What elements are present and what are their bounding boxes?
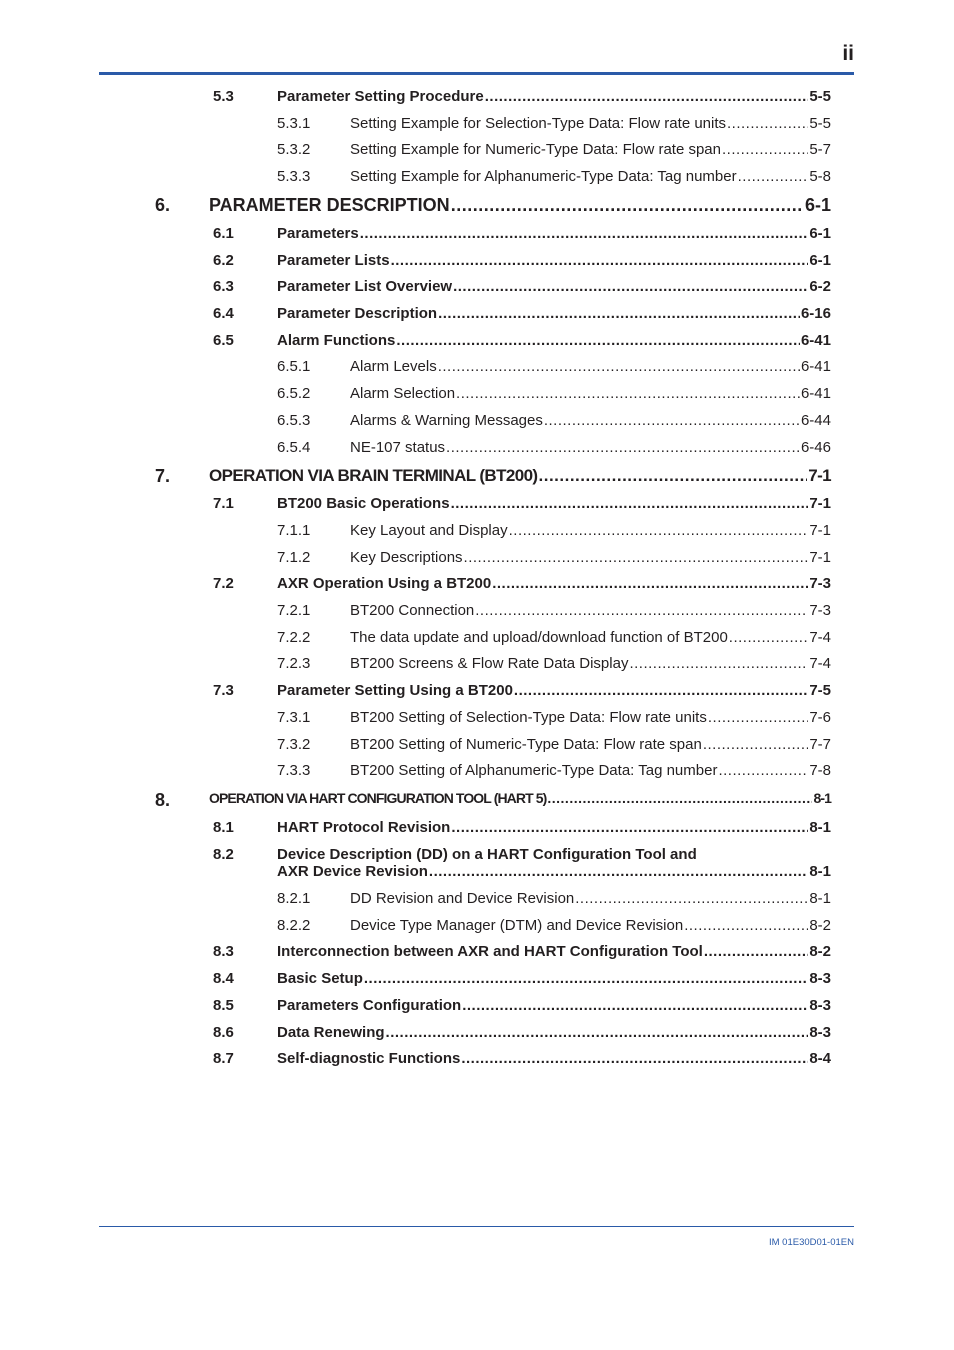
toc-number: 5.3 — [213, 88, 234, 105]
toc-page-number: 5-8 — [809, 168, 831, 185]
toc-leader-dots — [364, 970, 808, 987]
toc-number: 6.5 — [213, 332, 234, 349]
toc-number: 5.3.1 — [277, 115, 311, 132]
toc-page-number: 6-2 — [809, 278, 831, 295]
toc-page-number: 6-41 — [800, 385, 831, 402]
toc-page-number: 8-3 — [809, 970, 831, 987]
toc-number: 8.2 — [213, 846, 234, 863]
toc-number: 6.5.2 — [277, 385, 311, 402]
toc-number: 6.3 — [213, 278, 234, 295]
toc-page-number: 8-1 — [809, 890, 831, 907]
toc-number: 6.1 — [213, 225, 234, 242]
toc-leader-dots — [544, 412, 800, 429]
toc-title: Parameter List Overview — [277, 278, 453, 295]
toc-number: 8.5 — [213, 997, 234, 1014]
toc-title: OPERATION VIA HART CONFIGURATION TOOL (HART 5) — [209, 790, 547, 806]
toc-page-number: 6-1 — [809, 225, 831, 242]
toc-entry[interactable] — [350, 522, 831, 542]
toc-number: 6.5.3 — [277, 412, 311, 429]
toc-leader-dots — [475, 602, 808, 619]
toc-page-number: 7-3 — [809, 602, 831, 619]
toc-title: Alarm Functions — [277, 332, 396, 349]
toc-entry[interactable] — [350, 709, 831, 729]
toc-title: Setting Example for Selection-Type Data: Flow rate units — [350, 115, 727, 132]
toc-number: 6.2 — [213, 252, 234, 269]
toc-page-number: 6-16 — [800, 305, 831, 322]
toc-page-number: 7-4 — [809, 629, 831, 646]
toc-title-line1: Device Description (DD) on a HART Configuration Tool and — [277, 846, 697, 863]
toc-leader-dots — [429, 863, 808, 880]
toc-number: 8.3 — [213, 943, 234, 960]
toc-title: OPERATION VIA BRAIN TERMINAL (BT200) — [209, 466, 538, 485]
toc-page-number: 5-7 — [809, 141, 831, 158]
toc-number: 6.5.1 — [277, 358, 311, 375]
page-number: ii — [842, 42, 854, 65]
toc-title: Setting Example for Alphanumeric-Type Data: Tag number — [350, 168, 737, 185]
header-rule — [99, 72, 854, 75]
toc-number: 5.3.2 — [277, 141, 311, 158]
toc-leader-dots — [453, 278, 808, 295]
toc-entry[interactable] — [277, 495, 831, 515]
toc-title: Interconnection between AXR and HART Configuration Tool — [277, 943, 703, 960]
toc-entry[interactable] — [277, 863, 831, 883]
toc-leader-dots — [386, 1024, 809, 1041]
toc-entry[interactable] — [350, 629, 831, 649]
footer-rule — [99, 1226, 854, 1227]
toc-number: 7. — [155, 466, 171, 486]
toc-entry[interactable] — [277, 1050, 831, 1070]
toc-page-number: 6-1 — [809, 252, 831, 269]
toc-page-number: 7-1 — [809, 549, 831, 566]
toc-entry[interactable] — [277, 305, 831, 325]
toc-leader-dots — [462, 997, 808, 1014]
toc-title: DD Revision and Device Revision — [350, 890, 575, 907]
toc-title: The data update and upload/download function of BT200 — [350, 629, 728, 646]
toc-number: 7.2 — [213, 575, 234, 592]
toc-leader-dots — [629, 655, 808, 672]
toc-page-number: 6-46 — [800, 439, 831, 456]
toc-leader-dots — [547, 790, 812, 806]
toc-number: 8.1 — [213, 819, 234, 836]
toc-title: AXR Device Revision — [277, 863, 428, 880]
toc-leader-dots — [722, 141, 808, 158]
toc-number: 8.2.2 — [277, 917, 311, 934]
toc-entry[interactable] — [277, 332, 831, 352]
toc-title: Parameter Setting Procedure — [277, 88, 484, 105]
toc-number: 8.2.1 — [277, 890, 311, 907]
toc-page-number: 7-1 — [809, 522, 831, 539]
toc-entry[interactable] — [350, 890, 831, 910]
toc-page-number: 8-2 — [809, 943, 831, 960]
toc-leader-dots — [509, 522, 809, 539]
toc-entry[interactable] — [277, 278, 831, 298]
toc-page-number: 5-5 — [809, 115, 831, 132]
toc-entry[interactable] — [350, 168, 831, 188]
toc-leader-dots — [438, 305, 800, 322]
toc-page-number: 8-3 — [809, 1024, 831, 1041]
toc-title: Parameter Lists — [277, 252, 390, 269]
toc-page-number: 6-41 — [800, 332, 831, 349]
toc-leader-dots — [539, 466, 808, 486]
toc-page-number: 8-3 — [809, 997, 831, 1014]
toc-number: 8.6 — [213, 1024, 234, 1041]
toc-title: BT200 Screens & Flow Rate Data Display — [350, 655, 629, 672]
toc-leader-dots — [718, 762, 808, 779]
toc-entry[interactable] — [350, 549, 831, 569]
toc-page-number: 8-1 — [813, 790, 831, 806]
toc-number: 6.5.4 — [277, 439, 311, 456]
toc-number: 8.7 — [213, 1050, 234, 1067]
toc-entry[interactable] — [277, 225, 831, 245]
toc-number: 6. — [155, 195, 171, 215]
toc-entry[interactable] — [350, 917, 831, 937]
toc-leader-dots — [446, 439, 800, 456]
toc-leader-dots — [360, 225, 809, 242]
toc-page-number: 7-8 — [809, 762, 831, 779]
toc-title: AXR Operation Using a BT200 — [277, 575, 492, 592]
toc-entry[interactable] — [350, 412, 831, 432]
toc-page-number: 7-7 — [809, 736, 831, 753]
toc-entry[interactable] — [277, 88, 831, 108]
toc-leader-dots — [391, 252, 809, 269]
toc-entry[interactable] — [350, 655, 831, 675]
toc-title: BT200 Setting of Numeric-Type Data: Flow rate span — [350, 736, 702, 753]
toc-leader-dots — [456, 385, 800, 402]
toc-number: 8.4 — [213, 970, 234, 987]
toc-title: Parameter Setting Using a BT200 — [277, 682, 513, 699]
toc-title: NE-107 status — [350, 439, 446, 456]
toc-title: Self-diagnostic Functions — [277, 1050, 461, 1067]
toc-number: 7.3 — [213, 682, 234, 699]
toc-number: 5.3.3 — [277, 168, 311, 185]
toc-page-number: 6-44 — [800, 412, 831, 429]
toc-entry[interactable] — [350, 736, 831, 756]
toc-title: Alarm Selection — [350, 385, 456, 402]
toc-title: Device Type Manager (DTM) and Device Revision — [350, 917, 684, 934]
toc-number: 7.1 — [213, 495, 234, 512]
toc-page-number: 7-5 — [809, 682, 831, 699]
toc-title: Basic Setup — [277, 970, 363, 987]
document-id: IM 01E30D01-01EN — [768, 1237, 854, 1248]
toc-title: Key Layout and Display — [350, 522, 508, 539]
toc-entry[interactable] — [277, 252, 831, 272]
toc-page-number: 7-3 — [809, 575, 831, 592]
toc-page-number: 8-1 — [809, 863, 831, 880]
toc-title: BT200 Basic Operations — [277, 495, 450, 512]
toc-title: PARAMETER DESCRIPTION — [209, 195, 450, 215]
toc-leader-dots — [684, 917, 808, 934]
toc-entry[interactable] — [277, 970, 831, 990]
toc-leader-dots — [704, 943, 808, 960]
toc-page-number: 7-4 — [809, 655, 831, 672]
toc-number: 7.2.1 — [277, 602, 311, 619]
toc-entry[interactable] — [350, 115, 831, 135]
toc-entry[interactable] — [209, 790, 831, 810]
toc-page-number: 6-1 — [804, 195, 831, 215]
toc-page-number: 8-1 — [809, 819, 831, 836]
toc-page-number: 7-1 — [808, 466, 831, 485]
toc-entry[interactable] — [350, 358, 831, 378]
toc-entry[interactable] — [277, 575, 831, 595]
toc-page-number: 7-1 — [809, 495, 831, 512]
toc-entry[interactable] — [209, 195, 831, 215]
toc-title: Alarm Levels — [350, 358, 437, 375]
toc-title: BT200 Connection — [350, 602, 475, 619]
toc-title: BT200 Setting of Alphanumeric-Type Data: Tag number — [350, 762, 718, 779]
toc-entry[interactable] — [350, 141, 831, 161]
toc-title: Data Renewing — [277, 1024, 385, 1041]
toc-number: 7.3.3 — [277, 762, 311, 779]
toc-title: Parameter Description — [277, 305, 438, 322]
toc-entry[interactable] — [277, 943, 831, 963]
toc-entry[interactable] — [350, 762, 831, 782]
toc-entry[interactable] — [277, 997, 831, 1017]
toc-entry[interactable] — [350, 439, 831, 459]
toc-leader-dots — [514, 682, 808, 699]
toc-leader-dots — [708, 709, 808, 726]
toc-leader-dots — [451, 495, 809, 512]
toc-number: 8. — [155, 790, 171, 810]
toc-entry[interactable] — [277, 1024, 831, 1044]
toc-page-number: 6-41 — [800, 358, 831, 375]
toc-leader-dots — [396, 332, 800, 349]
toc-number: 7.3.1 — [277, 709, 311, 726]
toc-page-number: 8-4 — [809, 1050, 831, 1067]
toc-leader-dots — [703, 736, 808, 753]
toc-title: Parameters — [277, 225, 359, 242]
toc-leader-dots — [738, 168, 809, 185]
toc-leader-dots — [451, 195, 804, 216]
toc-entry[interactable] — [209, 466, 831, 486]
toc-title: Parameters Configuration — [277, 997, 462, 1014]
toc-page-number: 7-6 — [809, 709, 831, 726]
toc-title: Alarms & Warning Messages — [350, 412, 543, 429]
toc-entry[interactable] — [277, 819, 831, 839]
toc-entry[interactable] — [350, 385, 831, 405]
toc-leader-dots — [727, 115, 808, 132]
toc-entry[interactable] — [277, 682, 831, 702]
toc-number: 7.3.2 — [277, 736, 311, 753]
toc-leader-dots — [464, 549, 809, 566]
toc-leader-dots — [461, 1050, 808, 1067]
toc-number: 6.4 — [213, 305, 234, 322]
toc-number: 7.2.2 — [277, 629, 311, 646]
toc-entry[interactable] — [350, 602, 831, 622]
toc-title: HART Protocol Revision — [277, 819, 451, 836]
toc-leader-dots — [575, 890, 808, 907]
toc-page-number: 8-2 — [809, 917, 831, 934]
toc-title: Setting Example for Numeric-Type Data: Flow rate span — [350, 141, 721, 158]
toc-title: Key Descriptions — [350, 549, 463, 566]
toc-leader-dots — [492, 575, 808, 592]
toc-number: 7.2.3 — [277, 655, 311, 672]
toc-leader-dots — [485, 88, 809, 105]
toc-leader-dots — [451, 819, 808, 836]
toc-title: BT200 Setting of Selection-Type Data: Flow rate units — [350, 709, 707, 726]
toc-number: 7.1.2 — [277, 549, 311, 566]
toc-page-number: 5-5 — [809, 88, 831, 105]
toc-number: 7.1.1 — [277, 522, 311, 539]
toc-leader-dots — [729, 629, 809, 646]
toc-leader-dots — [438, 358, 800, 375]
